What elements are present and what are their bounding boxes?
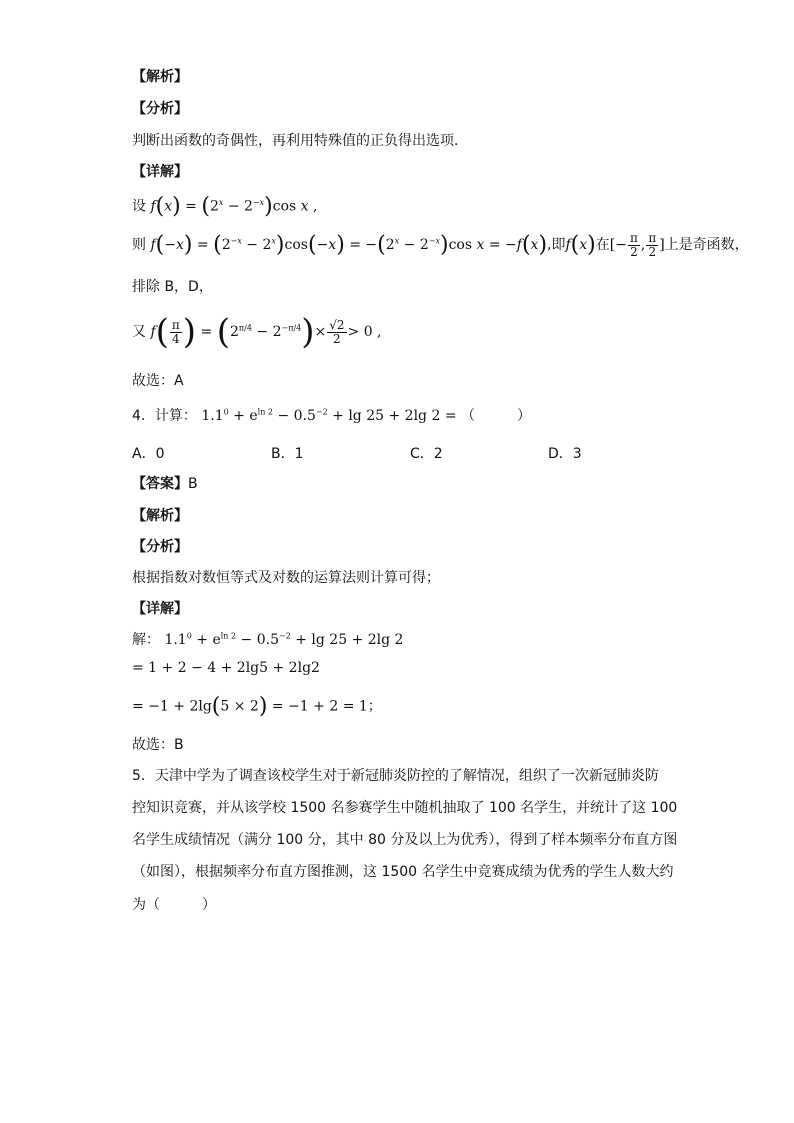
q4-stem: 4．计算： $1.1^0 + e^{ln 2} - 0.5^{-2} + \lg 25 + 2\lg$ 2 = （ ） xyxy=(132,407,532,424)
q4-option-d: D．3 xyxy=(548,446,582,462)
q4-analysis-text: 根据指数对数恒等式及对数的运算法则计算可得； xyxy=(132,570,440,586)
q5-line-1: 5．天津中学为了调查该校学生对于新冠肺炎防控的了解情况，组织了一次新冠肺炎防 xyxy=(132,768,659,784)
q3-define-function: 设 $f(x) = (2^x - 2^{-x})\cos$ x , xyxy=(132,194,318,219)
q5-line-4: （如图），根据频率分布直方图推测，这 1500 名学生中竞赛成绩为优秀的学生人数大约 xyxy=(132,864,674,880)
q4-reasoning-label: 【分析】 xyxy=(132,539,188,555)
q3-odd-function-step: 则 $f(-x) = (2^{-x} - 2^x)\cos(-x) = -(2^x - 2^{-x})\cos$ x = −f(x),即f(x)在[− $\frac{\pi}{2}$ , $\frac{\pi}{2}$ ]上是奇函数， xyxy=(132,231,749,259)
q4-answer: 【答案】B xyxy=(132,476,198,492)
q4-details-label: 【详解】 xyxy=(132,601,188,617)
analysis-label: 【解析】 xyxy=(132,69,188,85)
q4-choice: 故选：B xyxy=(132,737,184,753)
q4-analysis-label: 【解析】 xyxy=(132,508,188,524)
q5-line-5: 为（ ） xyxy=(132,897,216,913)
q4-solution-step1: 解： $1.1^0 + e^{ln 2} - 0.5^{-2} + \lg 25 + 2\lg$ 2 xyxy=(132,631,404,648)
q5-line-3: 名学生成绩情况（满分 100 分，其中 80 分及以上为优秀），得到了样本频率分布直方图 xyxy=(132,832,678,848)
q3-special-value: 又 f( $\frac{\pi}{4}$ ) = $(2^{\pi/4} - 2^{-\pi/4})\times$ $\frac{√2}{2}$ > 0 , xyxy=(132,312,382,352)
q4-option-b: B．1 xyxy=(271,446,304,462)
q4-option-a: A．0 xyxy=(132,446,165,462)
q3-choice: 故选：A xyxy=(132,373,184,389)
details-label: 【详解】 xyxy=(132,164,188,180)
q4-solution-step3: = −1 + 2lg(5 × 2) = −1 + 2 = 1； xyxy=(132,694,382,719)
reasoning-label: 【分析】 xyxy=(132,101,188,117)
q5-line-2: 控知识竞赛，并从该学校 1500 名参赛学生中随机抽取了 100 名学生，并统计了这 100 xyxy=(132,800,678,816)
q4-option-c: C．2 xyxy=(410,446,443,462)
q3-exclude-options: 排除 B，D， xyxy=(132,279,213,295)
q4-solution-step2: = 1 + 2 − 4 + 2lg5 + 2lg2 xyxy=(132,660,320,676)
q3-analysis-text: 判断出函数的奇偶性，再利用特殊值的正负得出选项． xyxy=(132,133,468,149)
